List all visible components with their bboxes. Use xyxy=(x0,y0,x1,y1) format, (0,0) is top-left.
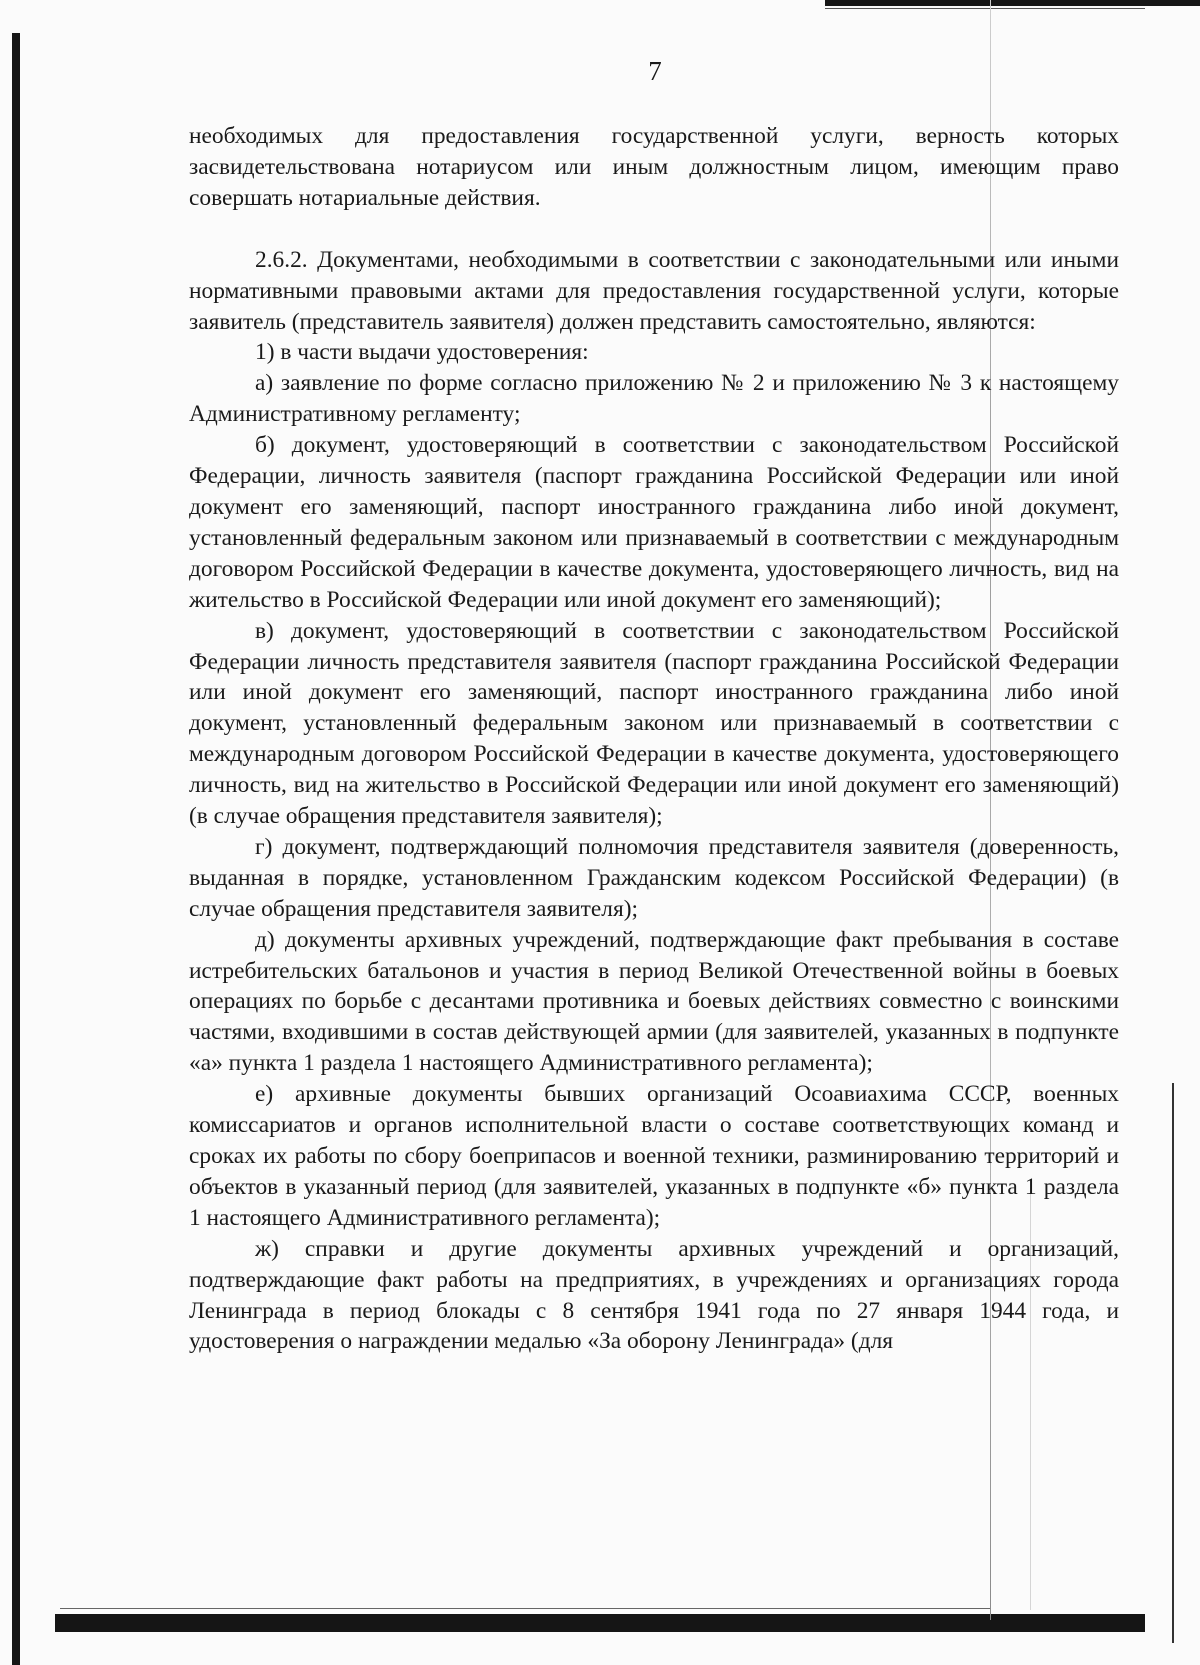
paragraph-item-e: е) архивные документы бывших организаций Осоавиахима СССР, военных комиссариатов и органов исполнительной власти о составе соответствующих команд и сроках их работы по сбору боеприпасов и военной техники, разминированию территорий и объектов в указанный период (для заявителей, указанных в подпункте «б» пункта 1 раздела 1 настоящего Административного регламента); xyxy=(189,1081,1119,1231)
paragraph-item-v: в) документ, удостоверяющий в соответствии с законодательством Российской Федерации личность представителя заявителя (паспорт гражданина Российской Федерации или иной документ его заменяющий, паспорт иностранного гражданина либо иной документ, установленный федеральным законом или признаваемый в соответствии с международным договором Российской Федерации в качестве документа, удостоверяющего личность, вид на жительство в Российской Федерации или иной документ его заменяющий) (в случае обращения представителя заявителя); xyxy=(189,617,1119,830)
scan-border-bottom-line xyxy=(60,1608,990,1609)
paragraph-item-1: 1) в части выдачи удостоверения: xyxy=(255,339,589,366)
scan-border-bottom xyxy=(55,1614,1145,1632)
paragraph-item-d: д) документы архивных учреждений, подтверждающие факт пребывания в составе истребительских батальонов и участия в период Великой Отечественной войны в боевых операциях по борьбе с десантами противника и боевых действиях совместно с воинскими частями, входившими в состав действующей армии (для заявителей, указанных в подпункте «а» пункта 1 раздела 1 настоящего Административного регламента); xyxy=(189,926,1119,1077)
scan-border-right xyxy=(1172,1083,1174,1643)
paragraph-section-2-6-2: 2.6.2. Документами, необходимыми в соответствии с законодательными или иными нормативными правовыми актами для предоставления государственной услуги, которые заявитель (представитель заявителя) должен представить самостоятельно, являются: xyxy=(189,246,1119,335)
scan-border-left xyxy=(12,33,20,1665)
paragraph-continuation: необходимых для предоставления государственной услуги, верность которых засвидетельствована нотариусом или иным должностным лицом, имеющим право совершать нотариальные действия. xyxy=(189,123,1119,211)
scan-border-top-line xyxy=(825,8,1145,9)
paragraph-item-g: г) документ, подтверждающий полномочия представителя заявителя (доверенность, выданная в порядке, установленном Гражданским кодексом Российской Федерации) (в случае обращения представителя заявителя); xyxy=(189,833,1119,922)
scan-border-top xyxy=(825,0,1200,6)
document-body xyxy=(189,121,1119,1357)
page-number: 7 xyxy=(648,56,662,86)
paragraph-item-b: б) документ, удостоверяющий в соответствии с законодательством Российской Федерации, личность заявителя (паспорт гражданина Российской Федерации или иной документ его заменяющий, паспорт иностранного гражданина либо иной документ, установленный федеральным законом или признаваемый в соответствии с международным договором Российской Федерации в качестве документа, удостоверяющего личность, вид на жительство в Российской Федерации или иной документ его заменяющий); xyxy=(189,432,1119,613)
paragraph-item-zh: ж) справки и другие документы архивных учреждений и организаций, подтверждающие факт работы на предприятиях, в учреждениях и организациях города Ленинграда в период блокады с 8 сентября 1941 года по 27 января 1944 года, и удостоверения о награждении медалью «За оборону Ленинграда» (для xyxy=(189,1235,1119,1355)
paragraph-item-a: а) заявление по форме согласно приложению № 2 и приложению № 3 к настоящему Административному регламенту; xyxy=(189,370,1119,428)
